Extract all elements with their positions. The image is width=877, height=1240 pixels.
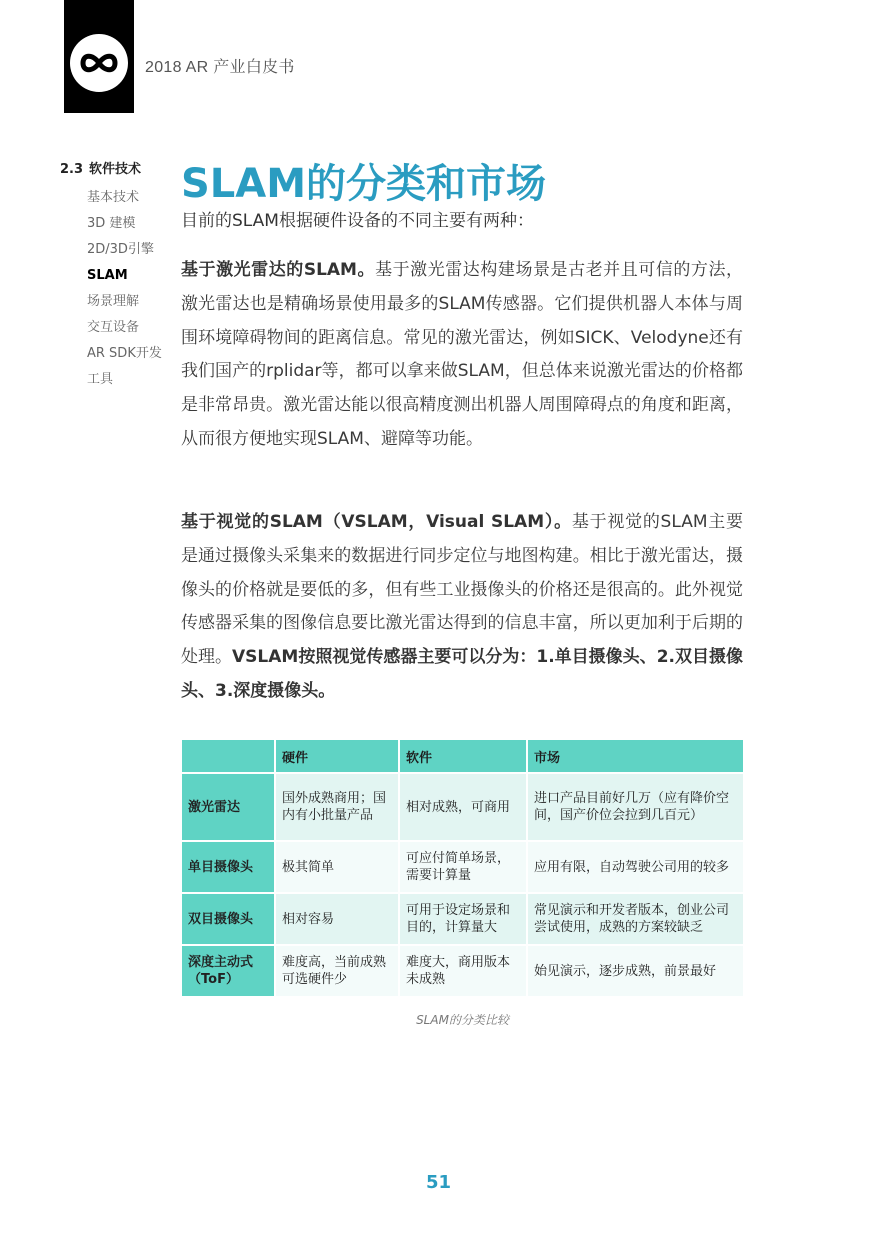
cell-hardware: 极其简单 — [276, 842, 398, 892]
table-row — [182, 842, 743, 892]
row-label: 深度主动式（ToF） — [182, 946, 274, 996]
cell-software: 相对成熟，可商用 — [400, 774, 526, 840]
cell-hardware: 难度高，当前成熟可选硬件少 — [276, 946, 398, 996]
slam-comparison-table — [180, 738, 745, 998]
sidebar-section-heading[interactable] — [60, 158, 162, 177]
cell-software: 难度大，商用版本未成熟 — [400, 946, 526, 996]
table-header-software: 软件 — [400, 740, 526, 772]
row-label: 双目摄像头 — [182, 894, 274, 944]
sidebar-item-slam[interactable]: SLAM — [87, 268, 128, 283]
cell-software: 可应付简单场景，需要计算量 — [400, 842, 526, 892]
page-title: SLAM的分类和市场 — [181, 161, 547, 207]
table-row — [182, 946, 743, 996]
cell-market: 常见演示和开发者版本，创业公司尝试使用，成熟的方案较缺乏 — [528, 894, 743, 944]
sidebar-item-interaction-devices[interactable]: 交互设备 — [87, 320, 140, 335]
paragraph-lidar-slam — [181, 254, 743, 457]
sidebar-item-scene-understanding[interactable]: 场景理解 — [87, 294, 140, 309]
paragraph-body: 基于视觉的SLAM主要是通过摄像头采集来的数据进行同步定位与地图构建。相比于激光雷达，摄像头的价格就是要低的多，但有些工业摄像头的价格还是很高的。此外视觉传感器采集的图像信息要比激光雷达得到的信息丰富，所以更加利于后期的处理。 — [181, 512, 743, 668]
cell-market: 进口产品目前好几万（应有降价空间，国产价位会拉到几百元） — [528, 774, 743, 840]
table-caption: SLAM的分类比较 — [416, 1013, 509, 1027]
paragraph-visual-slam — [181, 506, 743, 709]
paragraph-body: 基于激光雷达构建场景是古老并且可信的方法，激光雷达也是精确场景使用最多的SLAM传感器。它们提供机器人本体与周围环境障碍物间的距离信息。常见的激光雷达，例如SICK、Velodyne还有我们国产的rplidar等，都可以拿来做SLAM，但总体来说激光雷达的价格都是非常昂贵。激光雷达能以很高精度测出机器人周围障碍点的角度和距离，从而很方便地实现SLAM、避障等功能。 — [181, 260, 744, 449]
cell-hardware: 相对容易 — [276, 894, 398, 944]
sidebar-section-number: 2.3 — [60, 162, 84, 177]
table-header-row — [182, 740, 743, 772]
section-sidebar — [60, 158, 162, 393]
sidebar-item-basic-tech[interactable]: 基本技术 — [87, 190, 140, 205]
brand-logo-icon — [70, 34, 128, 92]
cell-market: 始见演示，逐步成熟，前景最好 — [528, 946, 743, 996]
table-row — [182, 774, 743, 840]
paragraph-lead: 基于视觉的SLAM（VSLAM，Visual SLAM）。 — [181, 512, 572, 532]
intro-text: 目前的SLAM根据硬件设备的不同主要有两种： — [181, 211, 534, 231]
cell-hardware: 国外成熟商用；国内有小批量产品 — [276, 774, 398, 840]
cell-software: 可用于设定场景和目的，计算量大 — [400, 894, 526, 944]
row-label: 单目摄像头 — [182, 842, 274, 892]
page-number: 51 — [425, 1172, 452, 1193]
brand-logo-block — [64, 0, 134, 113]
paragraph-emphasis: VSLAM按照视觉传感器主要可以分为：1.单目摄像头、2.双目摄像头、3.深度摄像头。 — [181, 647, 743, 701]
table-row — [182, 894, 743, 944]
sidebar-section-title: 软件技术 — [89, 162, 142, 177]
sidebar-item-engine[interactable]: 2D/3D引擎 — [87, 242, 154, 257]
sidebar-item-tools[interactable]: 工具 — [87, 372, 114, 387]
table-header-hardware: 硬件 — [276, 740, 398, 772]
paragraph-lead: 基于激光雷达的SLAM。 — [181, 260, 376, 280]
row-label: 激光雷达 — [182, 774, 274, 840]
cell-market: 应用有限，自动驾驶公司用的较多 — [528, 842, 743, 892]
sidebar-item-ar-sdk[interactable]: AR SDK开发 — [87, 346, 162, 361]
table-header-market: 市场 — [528, 740, 743, 772]
document-title: 2018 AR 产业白皮书 — [145, 59, 295, 76]
sidebar-item-3d-modeling[interactable]: 3D 建模 — [87, 216, 136, 231]
table-header-empty — [182, 740, 274, 772]
